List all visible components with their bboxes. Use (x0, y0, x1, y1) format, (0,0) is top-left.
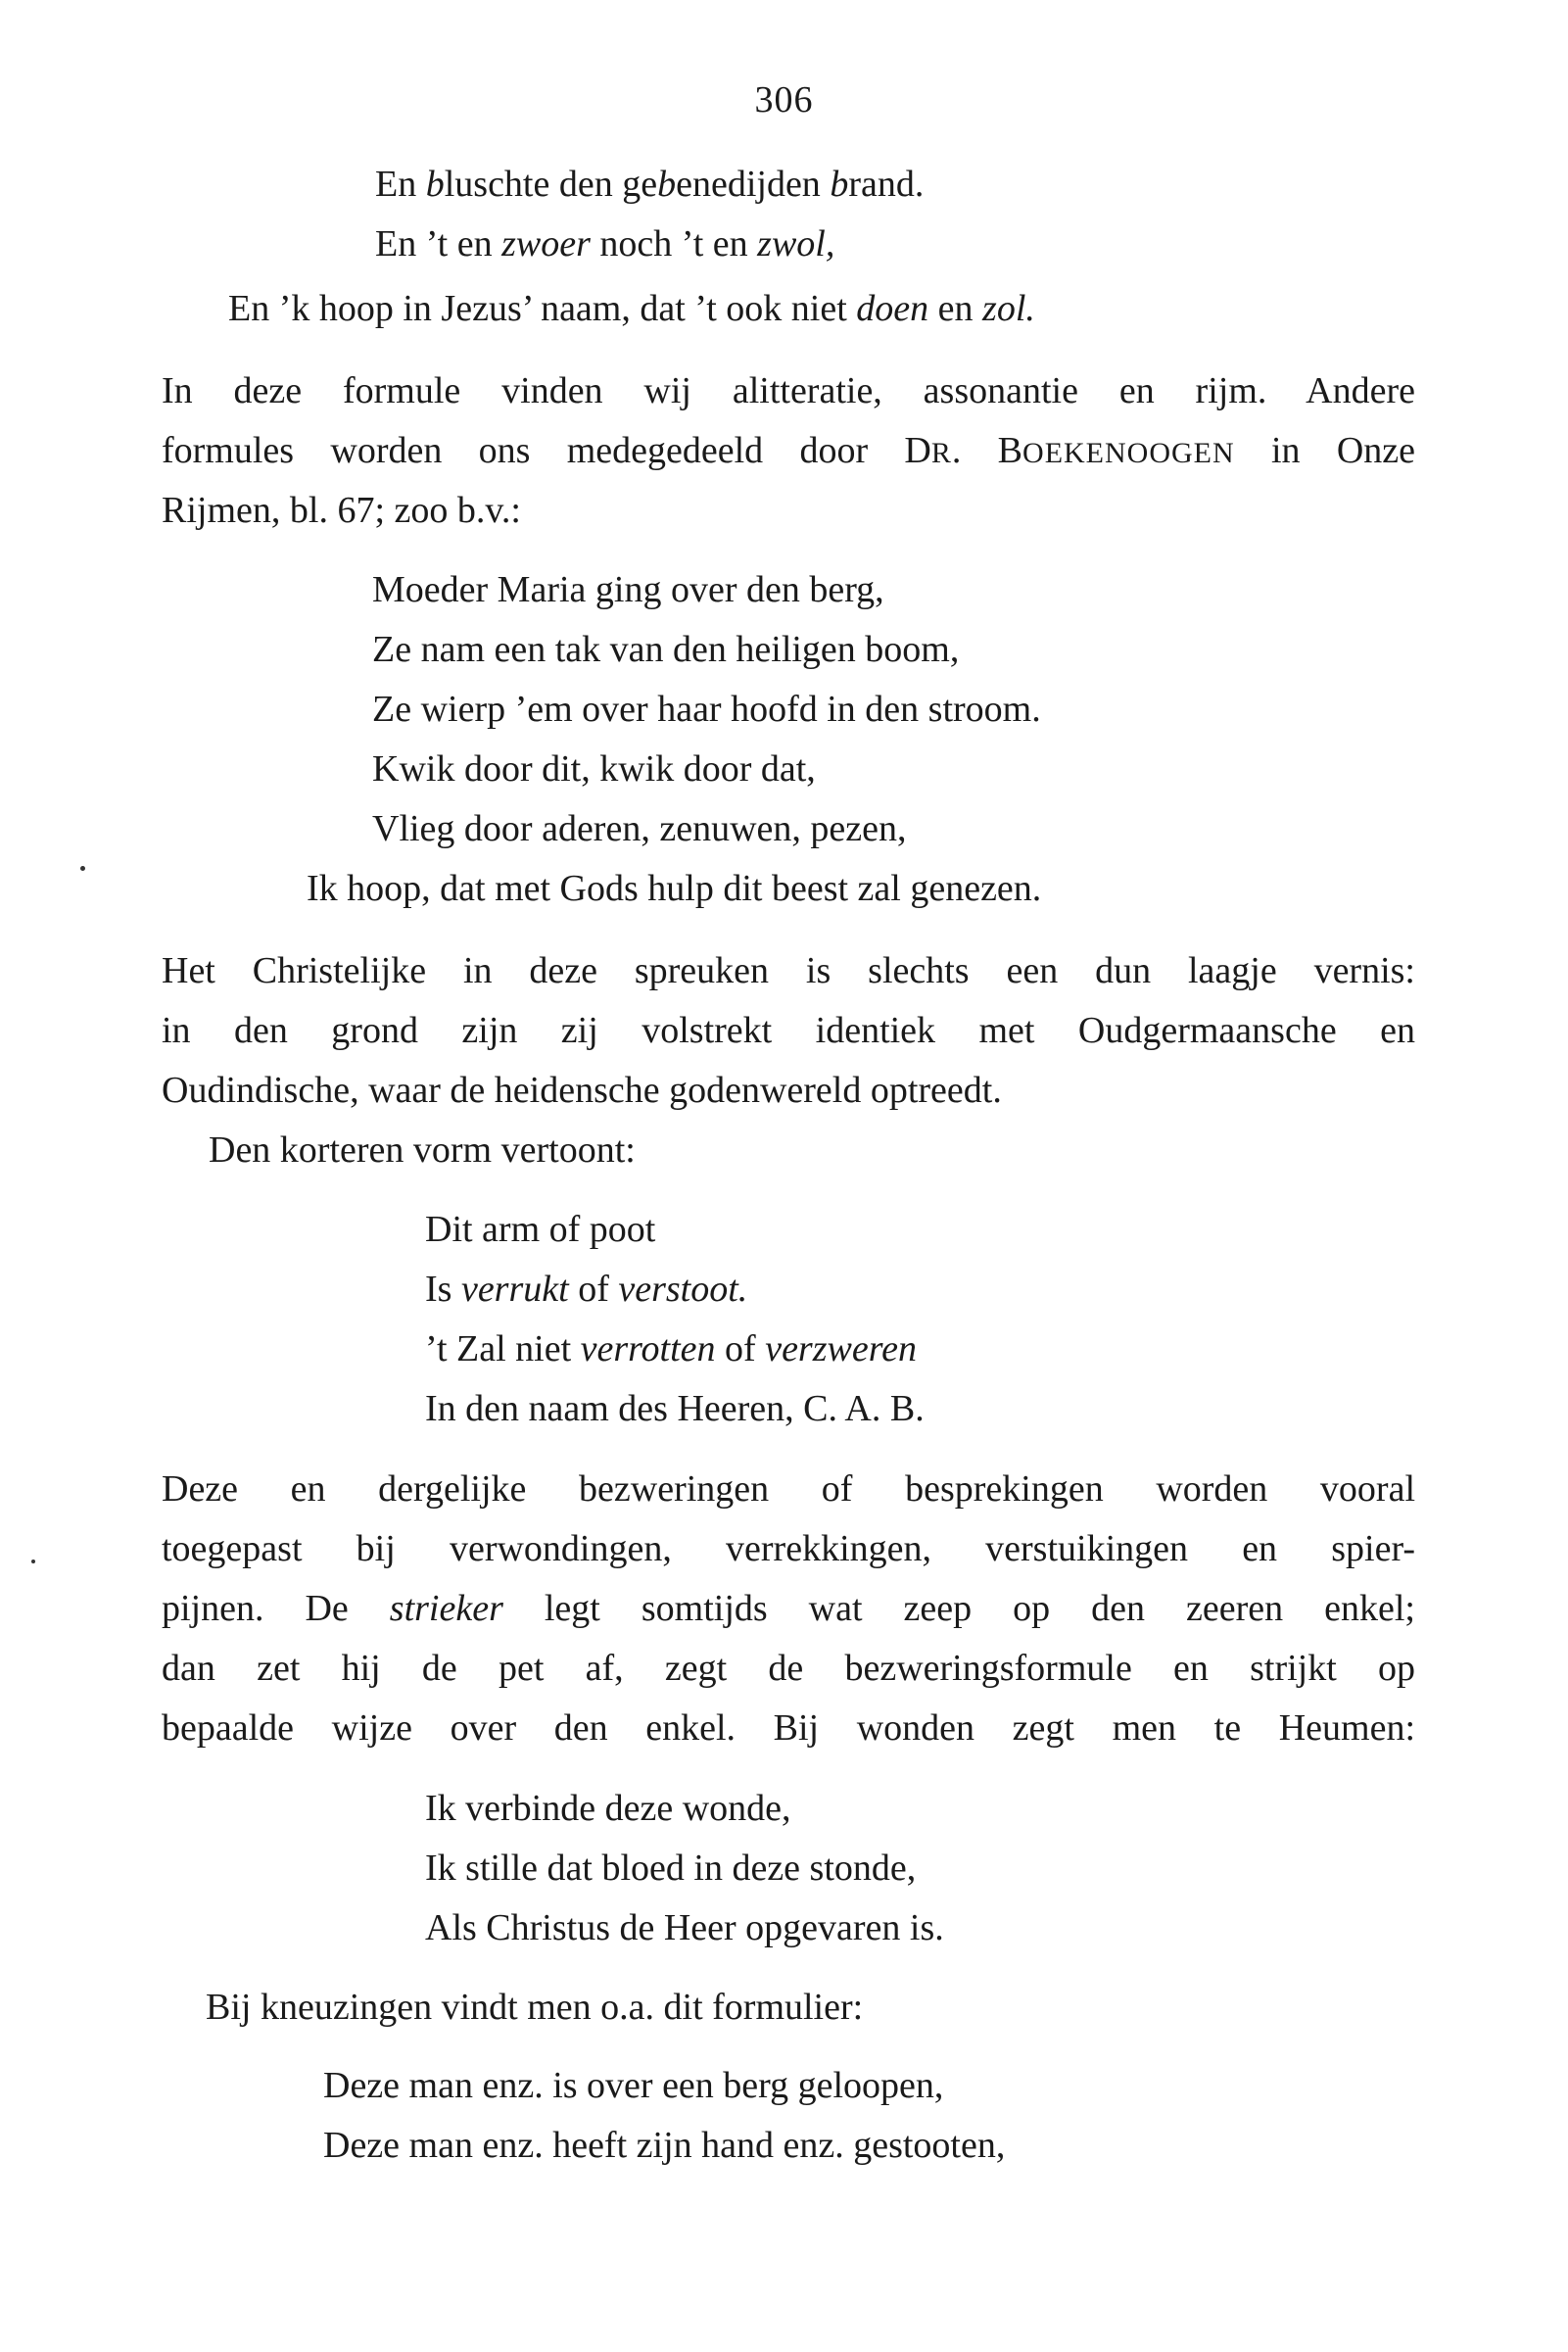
para4-line5: bepaalde wijze over den enkel. Bij wonden zegt men te Heumen: (162, 1707, 1415, 1749)
para5-line1: Bij kneuzingen vindt men o.a. dit formulier: (206, 1987, 864, 2028)
verse3-line2: Is verrukt of verstoot. (425, 1269, 748, 1310)
verse5-line2: Deze man enz. heeft zijn hand enz. gestooten, (323, 2125, 1006, 2166)
verse3-line4: In den naam des Heeren, C. A. B. (425, 1388, 925, 1429)
margin-speck (31, 1560, 35, 1563)
para4-line4: dan zet hij de pet af, zegt de bezweringsformule en strijkt op (162, 1648, 1415, 1689)
verse3-line3: ’t Zal niet verrotten of verzweren (425, 1328, 917, 1369)
verse4-line1: Ik verbinde deze wonde, (425, 1788, 791, 1829)
para3-line1: Den korteren vorm vertoont: (209, 1129, 636, 1171)
verse5-line1: Deze man enz. is over een berg geloopen, (323, 2065, 944, 2106)
page-number: 306 (754, 79, 814, 120)
para2-line2: in den grond zijn zij volstrekt identiek met Oudgermaansche en (162, 1010, 1415, 1051)
verse2-line4: Kwik door dit, kwik door dat, (372, 748, 816, 790)
verse2-line6: Ik hoop, dat met Gods hulp dit beest zal genezen. (307, 868, 1042, 909)
para4-line2: toegepast bij verwondingen, verrekkingen, verstuikingen en spier- (162, 1528, 1415, 1569)
verse4-line3: Als Christus de Heer opgevaren is. (425, 1907, 944, 1948)
para4-line3: pijnen. De strieker legt somtijds wat zeep op den zeeren enkel; (162, 1588, 1415, 1629)
verse2-line1: Moeder Maria ging over den berg, (372, 569, 884, 610)
para1-line1: In deze formule vinden wij alitteratie, assonantie en rijm. Andere (162, 370, 1415, 411)
para4-line1: Deze en dergelijke bezweringen of besprekingen worden vooral (162, 1468, 1415, 1510)
verse1-line2: En ’t en zwoer noch ’t en zwol, (375, 223, 835, 264)
verse4-line2: Ik stille dat bloed in deze stonde, (425, 1848, 917, 1889)
verse3-line1: Dit arm of poot (425, 1209, 656, 1250)
para1-line2: formules worden ons medegedeeld door DR. BOEKENOOGEN in Onze (162, 430, 1415, 471)
verse2-line5: Vlieg door aderen, zenuwen, pezen, (372, 808, 907, 849)
para2-line1: Het Christelijke in deze spreuken is slechts een dun laagje vernis: (162, 950, 1415, 991)
verse1-line3: En ’k hoop in Jezus’ naam, dat ’t ook niet doen en zol. (228, 288, 1035, 329)
verse2-line2: Ze nam een tak van den heiligen boom, (372, 629, 960, 670)
verse1-line1: En bluschte den gebenedijden brand. (375, 164, 925, 205)
para1-line3: Rijmen, bl. 67; zoo b.v.: (162, 490, 521, 531)
margin-speck (80, 866, 85, 871)
verse2-line3: Ze wierp ’em over haar hoofd in den stroom. (372, 689, 1041, 730)
para2-line3: Oudindische, waar de heidensche godenwereld optreedt. (162, 1070, 1002, 1111)
